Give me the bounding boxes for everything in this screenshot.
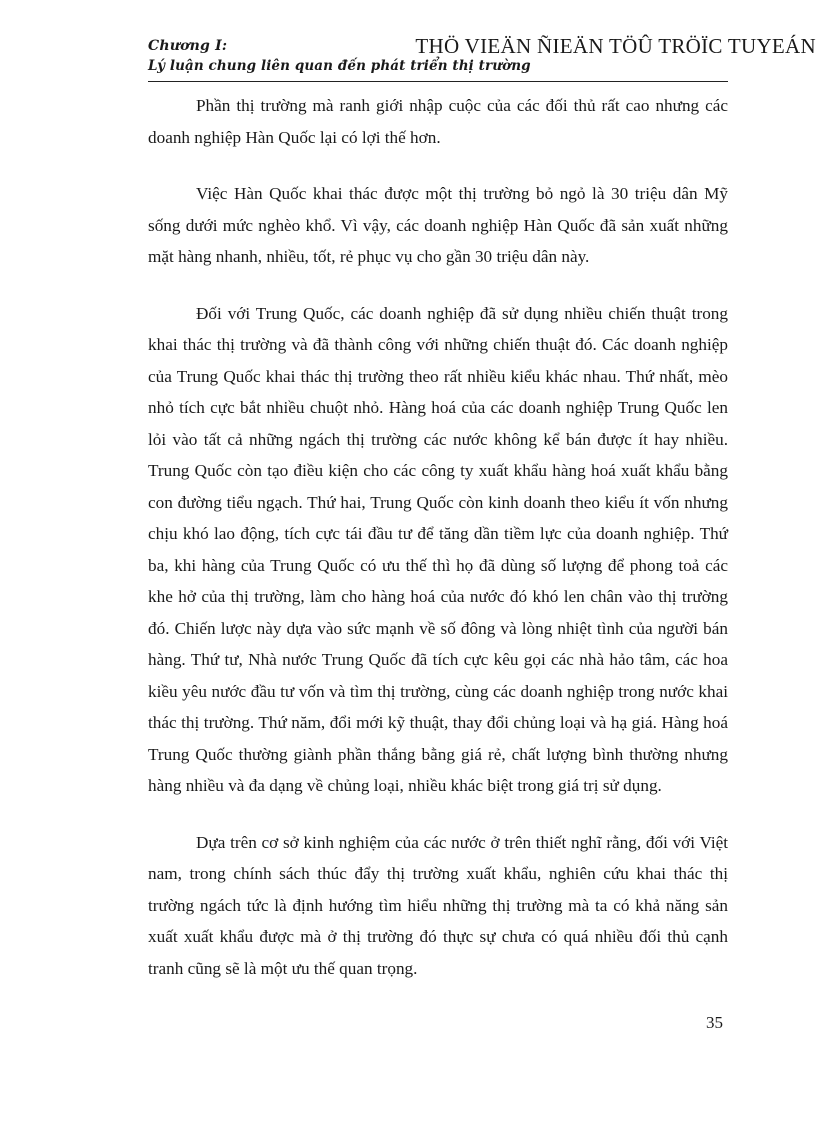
paragraph-4: Dựa trên cơ sở kinh nghiệm của các nước ở trên thiết nghĩ rằng, đối với Việt nam, trong chính sách thúc đẩy thị trường xuất khẩu, nghiên cứu khai thác thị trường ngách tức là định hướng tìm hiểu những thị trường mà ta có khả năng sản xuất xuất khẩu được mà ở thị trường đó thực sự chưa có quá nhiều đối thủ cạnh tranh cũng sẽ là một ưu thế quan trọng. (148, 832, 728, 978)
page-number: 35 (706, 1013, 723, 1032)
chapter-title: Lý luận chung liên quan đến phát triển thị trường (148, 58, 531, 74)
header-divider (148, 81, 728, 82)
library-banner: THÖ VIEÄN ÑIEÄN TÖÛ TRÖÏC TUYEÁN (415, 34, 816, 58)
paragraph-2: Việc Hàn Quốc khai thác được một thị trường bỏ ngỏ là 30 triệu dân Mỹ sống dưới mức nghèo khổ. Vì vậy, các doanh nghiệp Hàn Quốc đã sản xuất những mặt hàng nhanh, nhiều, tốt, rẻ phục vụ cho gần 30 triệu dân này. (148, 184, 728, 266)
document-body (148, 90, 728, 1009)
paragraph-1: Phần thị trường mà ranh giới nhập cuộc của các đối thủ rất cao nhưng các doanh nghiệp Hàn Quốc lại có lợi thế hơn. (148, 96, 728, 147)
paragraph-3: Đối với Trung Quốc, các doanh nghiệp đã sử dụng nhiều chiến thuật trong khai thác thị trường và đã thành công với những chiến thuật đó. Các doanh nghiệp của Trung Quốc khai thác thị trường theo rất nhiều kiểu khác nhau. Thứ nhất, mèo nhỏ tích cực bắt nhiều chuột nhỏ. Hàng hoá của các doanh nghiệp Trung Quốc len lỏi vào tất cả những ngách thị trường các nước không kể bán được ít hay nhiều. Trung Quốc còn tạo điều kiện cho các công ty xuất khẩu hàng hoá xuất khẩu bằng con đường tiểu ngạch. Thứ hai, Trung Quốc còn kinh doanh theo kiểu ít vốn nhưng chịu khó lao động, tích cực tái đầu tư để tăng dần tiềm lực của doanh nghiệp. Thứ ba, khi hàng của Trung Quốc có ưu thế thì họ đã dùng số lượng để phong toả các khe hở của thị trường, làm cho hàng hoá của nước đó khó len chân vào thị trường đó. Chiến lược này dựa vào sức mạnh về số đông và lòng nhiệt tình của người bán hàng. Thứ tư, Nhà nước Trung Quốc đã tích cực kêu gọi các nhà hảo tâm, các hoa kiều yêu nước đầu tư vốn và tìm thị trường, cùng các doanh nghiệp trong nước khai thác thị trường. Thứ năm, đổi mới kỹ thuật, thay đổi chủng loại và hạ giá. Hàng hoá Trung Quốc thường giành phần thắng bằng giá rẻ, chất lượng bình thường nhưng hàng nhiều và đa dạng về chủng loại, nhiều khác biệt trong giá trị sử dụng. (148, 303, 728, 795)
chapter-label: Chương I: (148, 38, 228, 54)
